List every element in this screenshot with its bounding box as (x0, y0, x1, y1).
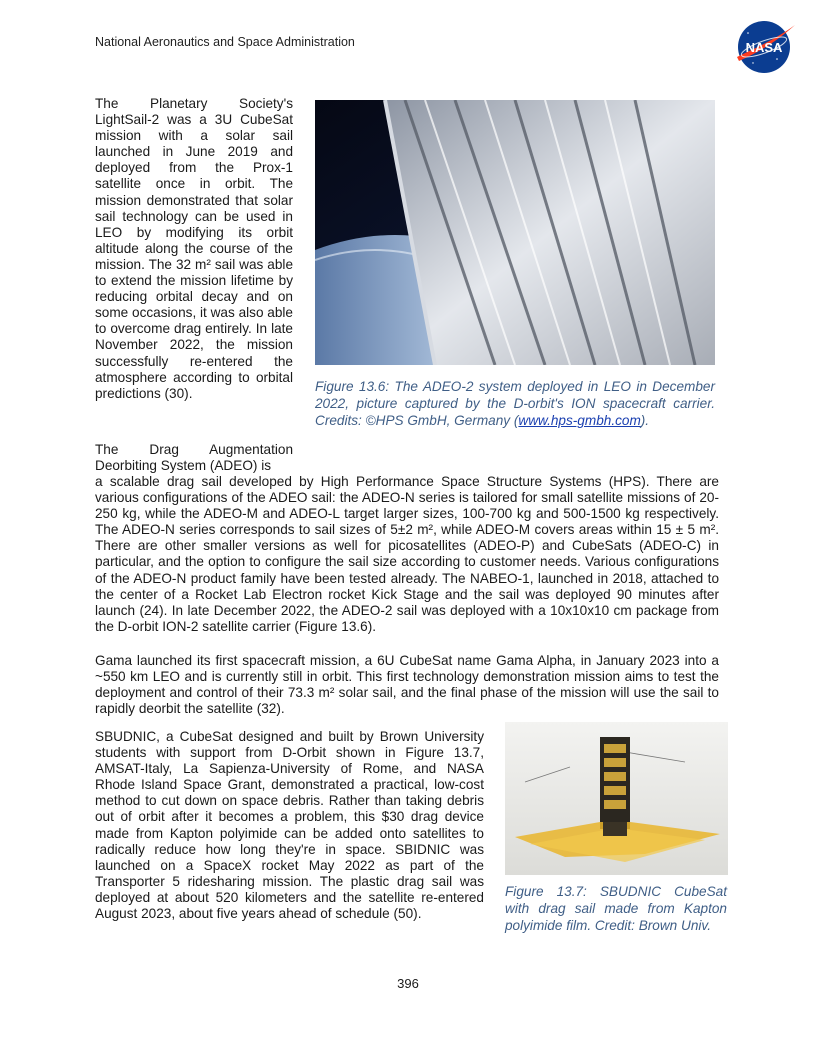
paragraph-sbudnic: SBUDNIC, a CubeSat designed and built by Brown University students with support from D-Orbit shown in Figure 13.7, AMSAT-Italy, La Sapienza-University of Rome, and NASA Rhode Island Space Grant, demonstrated a practical, low-cost method to cut down on space debris. Rather than taking debris out of orbit after it becomes a problem, this $30 drag device made from Kapton polyimide can be added onto satellites to radically reduce how long they're in space. SBIDNIC was launched on a SpaceX rocket May 2022 as part of the Transporter 5 ridesharing mission. The plastic drag sail was deployed at about 520 kilometers and the satellite re-entered August 2023, about five years ahead of schedule (50). (95, 729, 484, 922)
paragraph-lightsail: The Planetary Society's LightSail-2 was a 3U CubeSat mission with a solar sail launched in June 2019 and deployed from the Prox-1 satellite once in orbit. The mission demonstrated that solar sail technology can be used in LEO by modifying its orbit altitude along the course of the mission. The 32 m² sail was able to extend the mission lifetime by reducing orbital decay and on some occasions, it was also able to overcome drag entirely. In late November 2022, the mission successfully re-entered the atmosphere according to orbital predictions (30). (95, 96, 293, 401)
figure-13-6-caption (315, 378, 715, 430)
figure-sbudnic-photo (505, 722, 728, 875)
paragraph-gama: Gama launched its first spacecraft mission, a 6U CubeSat name Gama Alpha, in January 2023 into a ~550 km LEO and is currently still in orbit. This first technology demonstration mission aims to test the deployment and control of their 73.3 m² solar sail, and the final phase of the mission will use the sail to rapidly deorbit the satellite (32). (95, 653, 719, 717)
hps-link[interactable]: www.hps-gmbh.com (518, 413, 641, 429)
nasa-logo (731, 19, 797, 75)
figure-13-6-caption-text: Figure 13.6: The ADEO-2 system deployed in LEO in December 2022, picture captured by the D-orbit's ION spacecraft carrier. Credits: ©HPS GmbH, Germany ( (315, 379, 715, 429)
header-org-name: National Aeronautics and Space Administration (95, 35, 355, 49)
figure-13-6-caption-end: ). (640, 413, 650, 429)
paragraph-adeo-start: The Drag Augmentation Deorbiting System (ADEO) is (95, 442, 293, 474)
figure-13-7-caption: Figure 13.7: SBUDNIC CubeSat with drag sail made from Kapton polyimide film. Credit: Brown Univ. (505, 884, 727, 934)
figure-adeo2-photo (315, 100, 715, 365)
nasa-logo-text: NASA (745, 40, 783, 55)
page-number: 396 (397, 976, 419, 991)
paragraph-adeo-continued: a scalable drag sail developed by High Performance Space Structure Systems (HPS). There are various configurations of the ADEO sail: the ADEO-N series is tailored for small satellite missions of 20-250 kg, while the ADEO-M and ADEO-L target larger sizes, 100-700 kg and 500-1500 kg respectively. The ADEO-N series corresponds to sail sizes of 5±2 m², while ADEO-M covers areas within 15 ± 5 m². There are other smaller versions as well for picosatellites (ADEO-P) and CubeSats (ADEO-C) in particular, and the option to configure the sail size according to customer needs. Various configurations of the ADEO-N product family have been tested already. The NABEO-1, launched in 2018, attached to the center of a Rocket Lab Electron rocket Kick Stage and the sail was deployed 90 minutes after launch (24). In late December 2022, the ADEO-2 sail was deployed with a 10x10x10 cm package from the D-orbit ION-2 satellite carrier (Figure 13.6). (95, 474, 719, 634)
